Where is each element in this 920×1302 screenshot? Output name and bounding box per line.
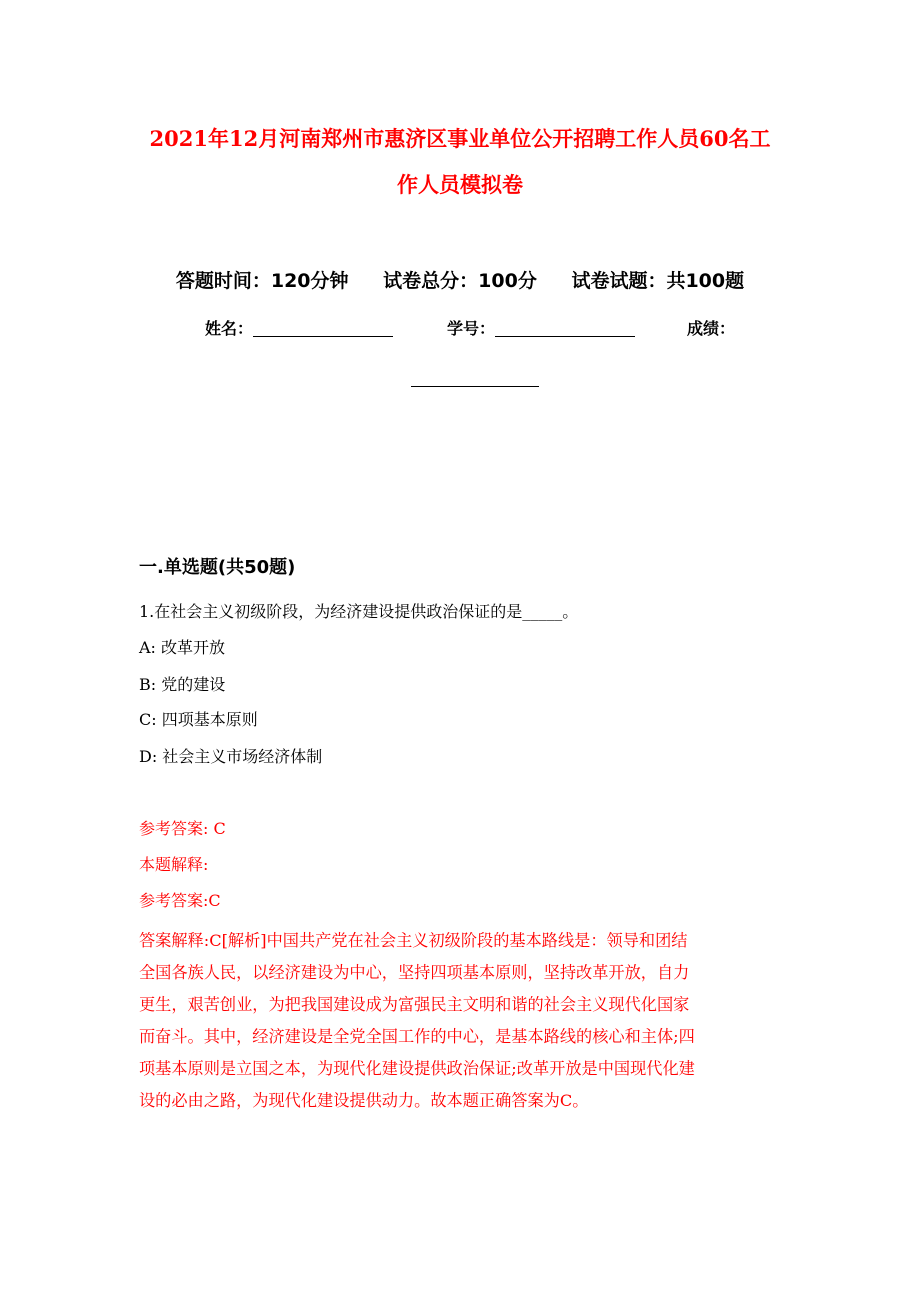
explanation-line: 项基本原则是立国之本，为现代化建设提供政治保证;改革开放是中国现代化建 <box>139 1059 695 1078</box>
explanation-label: 本题解释: <box>139 855 209 874</box>
reference-answer-2: 参考答案:C <box>139 891 221 910</box>
reference-answer: 参考答案: C <box>139 819 226 838</box>
option-b: B: 党的建设 <box>139 675 226 694</box>
explanation-line: 全国各族人民，以经济建设为中心，坚持四项基本原则，坚持改革开放，自力 <box>139 963 690 982</box>
section-heading: 一.单选题(共50题) <box>139 557 296 578</box>
explanation-line: 设的必由之路，为现代化建设提供动力。故本题正确答案为C。 <box>139 1091 589 1110</box>
exam-question-count: 试卷试题：共100题 <box>571 270 745 292</box>
page-title-line-2: 作人员模拟卷 <box>397 172 523 197</box>
option-a: A: 改革开放 <box>139 638 226 657</box>
option-d: D: 社会主义市场经济体制 <box>139 747 323 766</box>
explanation-line: 而奋斗。其中，经济建设是全党全国工作的中心，是基本路线的核心和主体;四 <box>139 1027 695 1046</box>
score-field <box>687 316 735 342</box>
exam-time: 答题时间：120分钟 <box>175 270 349 292</box>
page-title-line-1: 2021年12月河南郑州市惠济区事业单位公开招聘工作人员60名工 <box>149 126 771 151</box>
name-label: 姓名： <box>205 319 254 338</box>
exam-total-score: 试卷总分：100分 <box>383 270 537 292</box>
score-blank <box>411 386 539 387</box>
name-blank <box>253 316 393 337</box>
id-blank <box>495 316 635 337</box>
question-text: 1.在社会主义初级阶段，为经济建设提供政治保证的是_____。 <box>139 602 579 621</box>
score-label: 成绩： <box>687 319 736 338</box>
explanation-line: 答案解释:C[解析]中国共产党在社会主义初级阶段的基本路线是：领导和团结 <box>139 931 688 950</box>
id-field <box>447 316 635 342</box>
answer-explanation <box>139 925 789 1117</box>
exam-meta <box>100 266 820 296</box>
option-c: C: 四项基本原则 <box>139 710 258 729</box>
id-label: 学号： <box>447 319 496 338</box>
name-field <box>205 316 393 342</box>
explanation-line: 更生，艰苦创业，为把我国建设成为富强民主文明和谐的社会主义现代化国家 <box>139 995 690 1014</box>
